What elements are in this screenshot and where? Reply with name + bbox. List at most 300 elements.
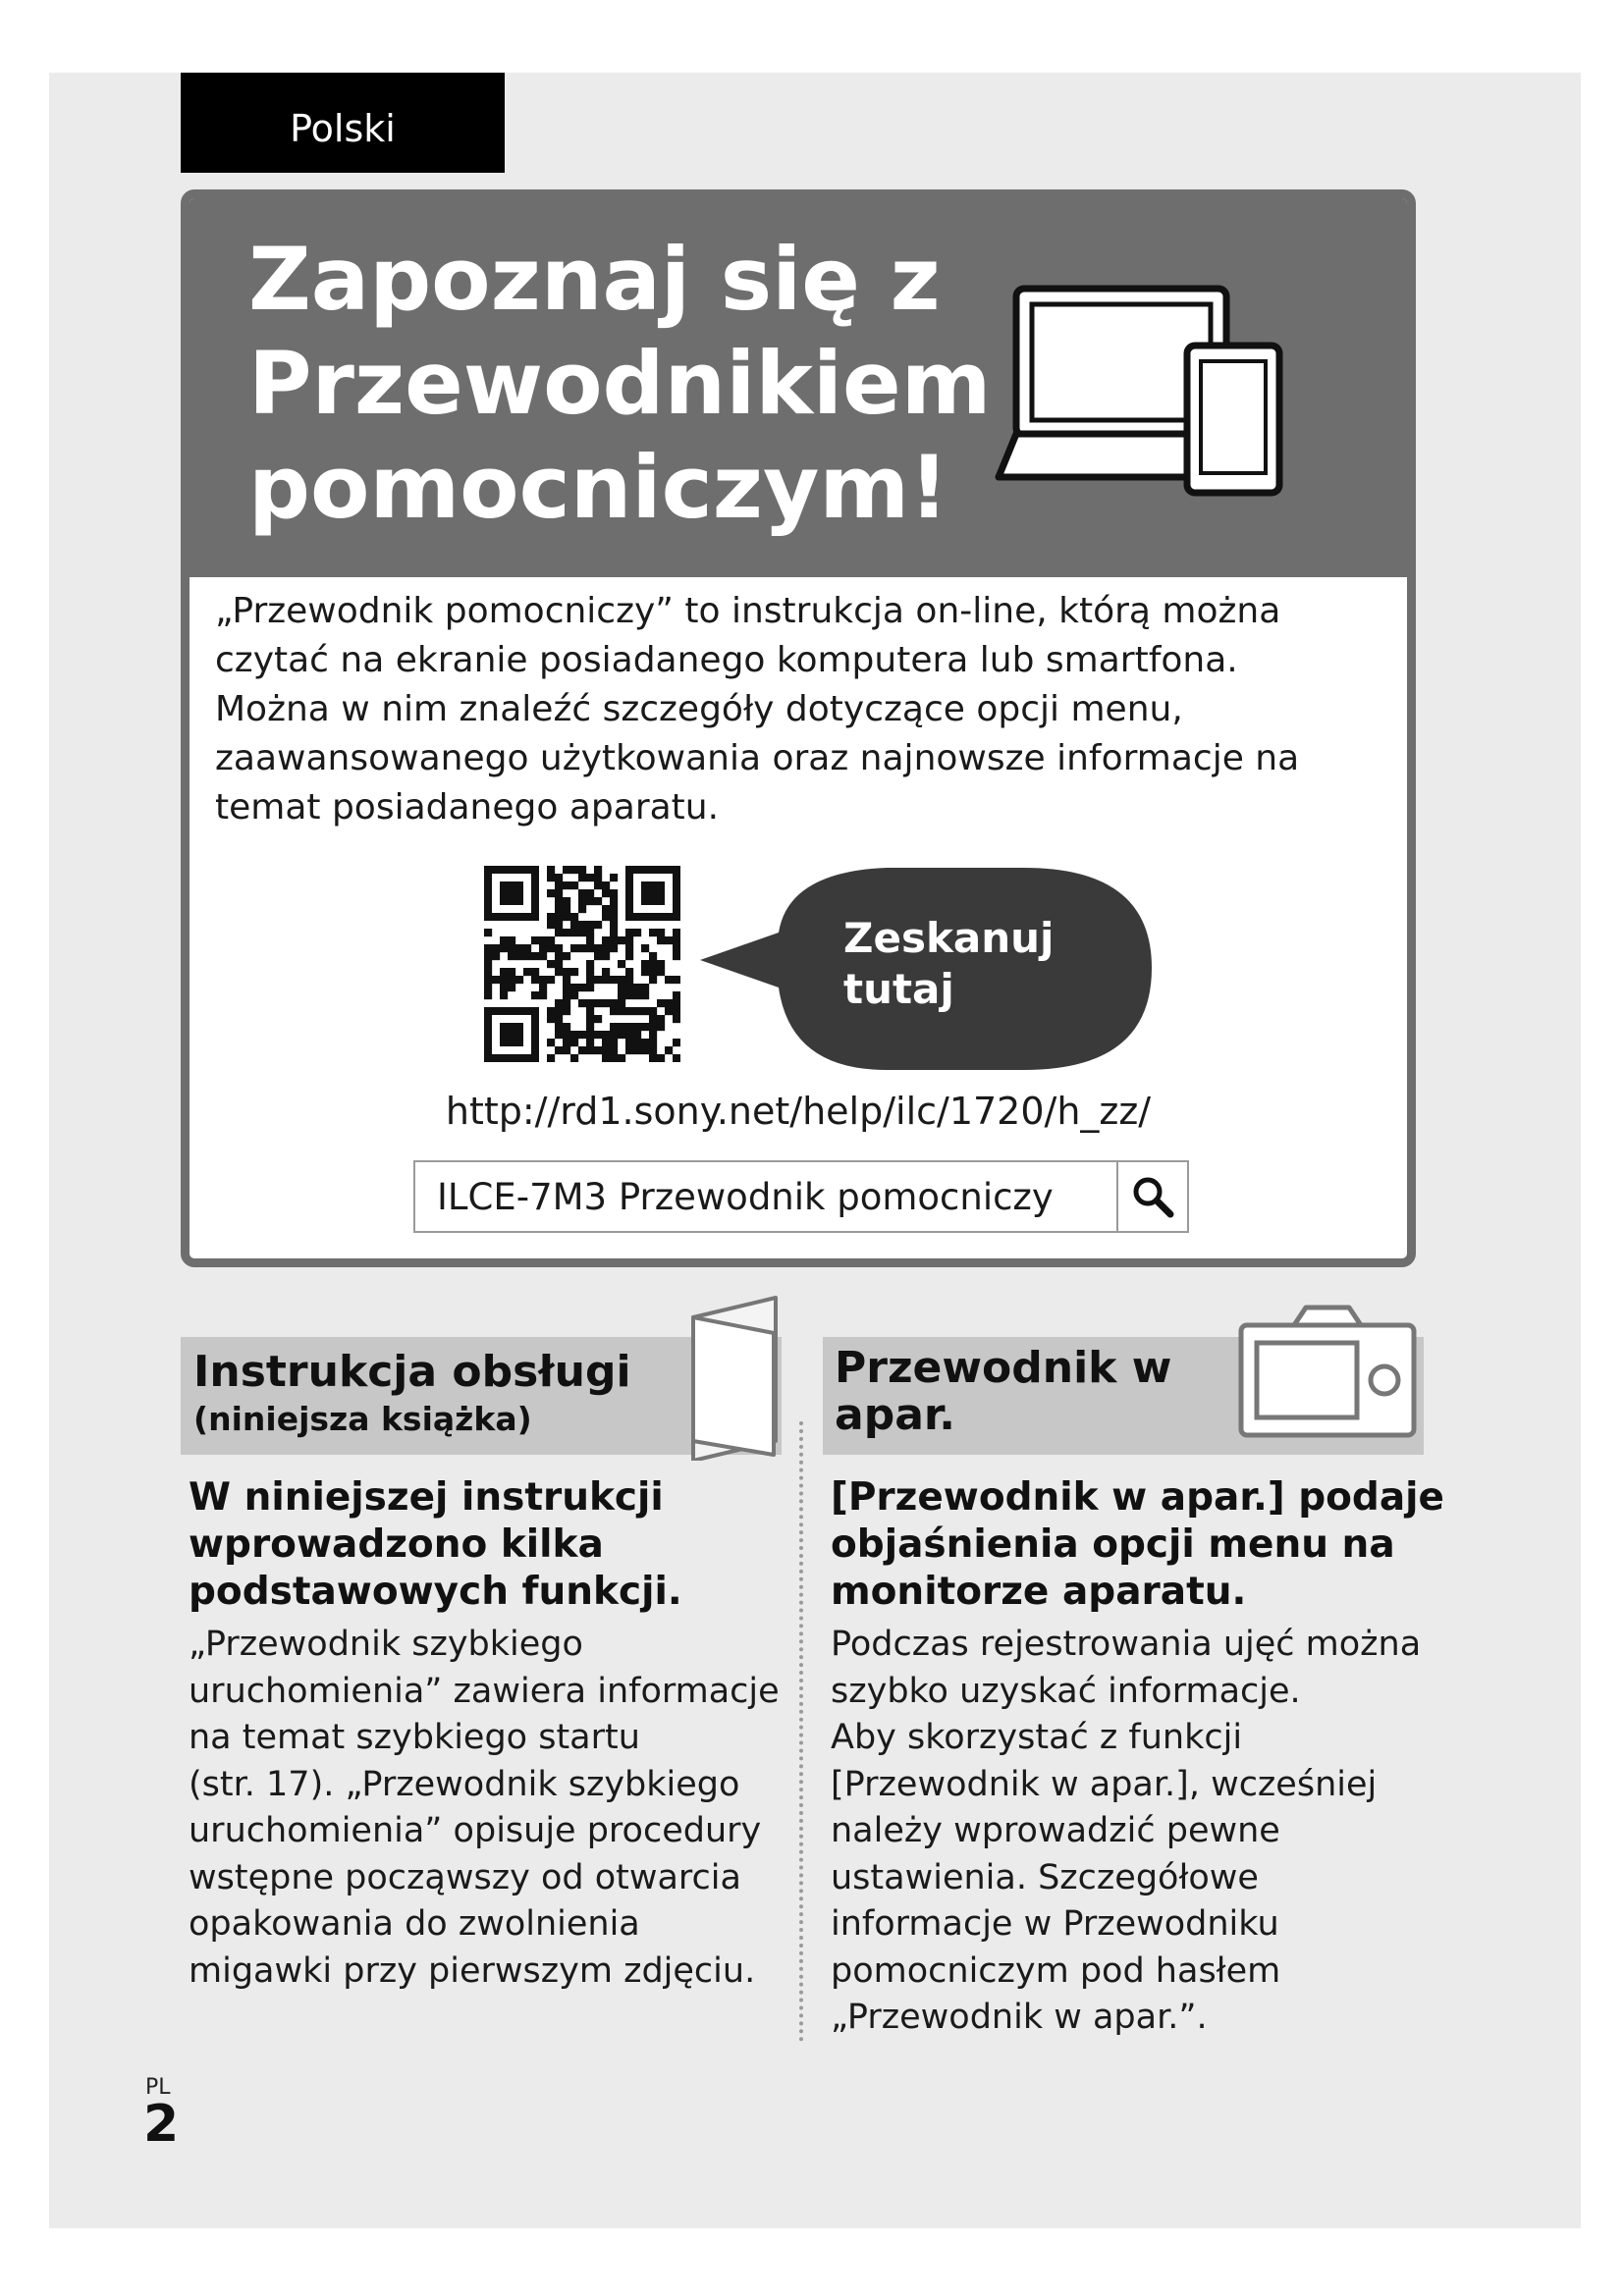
qr-module: [484, 929, 492, 936]
lead-line: wprowadzono kilka: [189, 1522, 604, 1567]
qr-module: [641, 1023, 649, 1031]
language-tab: Polski: [181, 73, 505, 173]
qr-module: [492, 952, 500, 960]
qr-module: [610, 913, 618, 921]
qr-module: [578, 921, 586, 929]
qr-module: [618, 936, 625, 944]
qr-module: [570, 1031, 578, 1039]
qr-module: [649, 1023, 657, 1031]
qr-module: [547, 1007, 555, 1015]
qr-module: [610, 1054, 618, 1062]
qr-module: [618, 1054, 625, 1062]
qr-module: [610, 1039, 618, 1046]
qr-module: [484, 968, 492, 976]
qr-module: [515, 952, 523, 960]
qr-module: [539, 944, 547, 952]
help-guide-title: [248, 228, 991, 540]
qr-module: [673, 1015, 680, 1023]
body-line: [Przewodnik w apar.], wcześniej: [831, 1764, 1378, 1804]
qr-module: [673, 976, 680, 984]
qr-module: [586, 874, 594, 881]
qr-module: [586, 921, 594, 929]
qr-module: [586, 929, 594, 936]
qr-finder-center: [500, 1023, 523, 1046]
qr-module: [649, 1015, 657, 1023]
qr-module: [657, 929, 665, 936]
page-number: 2: [143, 2095, 180, 2154]
qr-module: [625, 1007, 633, 1015]
body-line: uruchomienia” zawiera informacje: [189, 1671, 780, 1711]
qr-module: [602, 1031, 610, 1039]
qr-module: [563, 1039, 570, 1046]
qr-module: [625, 952, 633, 960]
qr-module: [578, 897, 586, 905]
in-camera-guide-lead: [831, 1474, 1444, 1616]
qr-module: [500, 944, 508, 952]
help-guide-header: [189, 198, 1407, 577]
qr-module: [555, 1015, 563, 1023]
lead-line: W niniejszej instrukcji: [189, 1475, 664, 1520]
qr-module: [625, 976, 633, 984]
qr-module: [555, 960, 563, 968]
qr-module: [610, 905, 618, 913]
qr-module: [633, 1046, 641, 1054]
qr-module: [602, 889, 610, 897]
qr-module: [547, 921, 555, 929]
qr-module: [578, 929, 586, 936]
laptop-smartphone-icon: [995, 285, 1289, 501]
qr-module: [508, 944, 515, 952]
qr-module: [618, 1031, 625, 1039]
qr-module: [657, 936, 665, 944]
qr-module: [555, 1007, 563, 1015]
scan-line: tutaj: [843, 965, 954, 1013]
qr-module: [633, 984, 641, 991]
qr-module: [610, 889, 618, 897]
qr-module: [649, 976, 657, 984]
lead-line: objaśnienia opcji menu na: [831, 1522, 1395, 1567]
in-camera-guide-body: [831, 1622, 1421, 2042]
qr-module: [578, 905, 586, 913]
intro-line: zaawansowanego użytkowania oraz najnowsze informacje na: [215, 738, 1300, 778]
page-language-code: PL: [145, 2075, 171, 2100]
title-line: Przewodnikiem: [248, 333, 992, 434]
qr-module: [649, 1031, 657, 1039]
qr-module: [649, 952, 657, 960]
title-line: apar.: [835, 1390, 956, 1440]
qr-module: [578, 874, 586, 881]
qr-module: [625, 984, 633, 991]
qr-module: [578, 999, 586, 1007]
qr-module: [594, 1046, 602, 1054]
qr-module: [673, 1039, 680, 1046]
search-box[interactable]: [413, 1160, 1189, 1233]
qr-module: [665, 976, 673, 984]
qr-module: [610, 874, 618, 881]
qr-module: [641, 984, 649, 991]
qr-module: [625, 1031, 633, 1039]
qr-module: [649, 1007, 657, 1015]
in-camera-guide-title: [835, 1345, 1171, 1439]
qr-module: [531, 968, 539, 976]
qr-module: [625, 929, 633, 936]
qr-module: [578, 1031, 586, 1039]
qr-module: [618, 991, 625, 999]
qr-module: [673, 991, 680, 999]
qr-module: [492, 976, 500, 984]
qr-module: [610, 944, 618, 952]
qr-module: [547, 960, 555, 968]
qr-module: [570, 968, 578, 976]
qr-module: [563, 913, 570, 921]
qr-module: [586, 984, 594, 991]
qr-module: [578, 866, 586, 874]
intro-line: Można w nim znaleźć szczegóły dotyczące opcji menu,: [215, 689, 1183, 729]
qr-module: [625, 968, 633, 976]
qr-module: [547, 944, 555, 952]
manual-section-subtitle: (niniejsza książka): [193, 1400, 532, 1438]
qr-module: [673, 1007, 680, 1015]
qr-module: [539, 984, 547, 991]
qr-module: [508, 976, 515, 984]
qr-module: [570, 1054, 578, 1062]
qr-module: [555, 929, 563, 936]
manual-lead: [189, 1474, 682, 1616]
body-line: migawki przy pierwszym zdjęciu.: [189, 1950, 756, 1991]
scan-line: Zeskanuj: [843, 914, 1055, 962]
body-line: na temat szybkiego startu: [189, 1718, 640, 1757]
qr-module: [641, 960, 649, 968]
qr-module: [555, 881, 563, 889]
qr-module: [531, 991, 539, 999]
qr-module: [602, 999, 610, 1007]
qr-module: [563, 866, 570, 874]
qr-module: [594, 952, 602, 960]
qr-module: [500, 991, 508, 999]
qr-module: [618, 984, 625, 991]
qr-module: [547, 976, 555, 984]
qr-module: [625, 944, 633, 952]
body-line: pomocniczym pod hasłem: [831, 1950, 1281, 1991]
qr-module: [673, 952, 680, 960]
qr-module: [555, 921, 563, 929]
qr-module: [484, 991, 492, 999]
qr-module: [586, 976, 594, 984]
qr-module: [508, 936, 515, 944]
qr-module: [570, 944, 578, 952]
qr-module: [563, 897, 570, 905]
qr-module: [649, 1046, 657, 1054]
qr-module: [586, 1039, 594, 1046]
intro-line: czytać na ekranie posiadanego komputera lub smartfona.: [215, 640, 1238, 680]
help-guide-url[interactable]: http://rd1.sony.net/help/ilc/1720/h_zz/: [445, 1090, 1152, 1133]
qr-module: [500, 976, 508, 984]
qr-module: [673, 944, 680, 952]
qr-module: [523, 944, 531, 952]
qr-module: [673, 1054, 680, 1062]
qr-module: [594, 1015, 602, 1023]
qr-module: [594, 866, 602, 874]
qr-module: [649, 968, 657, 976]
qr-module: [515, 944, 523, 952]
qr-module: [508, 984, 515, 991]
qr-module: [563, 1007, 570, 1015]
qr-module: [531, 976, 539, 984]
qr-module: [673, 936, 680, 944]
qr-module: [633, 1031, 641, 1039]
qr-module: [610, 976, 618, 984]
qr-module: [633, 929, 641, 936]
qr-module: [555, 1031, 563, 1039]
qr-module: [555, 874, 563, 881]
qr-module: [602, 905, 610, 913]
qr-module: [610, 936, 618, 944]
title-line: Przewodnik w: [835, 1343, 1172, 1393]
qr-module: [586, 968, 594, 976]
qr-module: [618, 1007, 625, 1015]
qr-module: [633, 1007, 641, 1015]
qr-module: [555, 1046, 563, 1054]
qr-module: [641, 944, 649, 952]
qr-module: [563, 1046, 570, 1054]
qr-module: [578, 944, 586, 952]
qr-module: [500, 984, 508, 991]
qr-module: [500, 968, 508, 976]
qr-module: [665, 936, 673, 944]
qr-module: [610, 999, 618, 1007]
qr-module: [515, 976, 523, 984]
lead-line: podstawowych funkcji.: [189, 1570, 682, 1614]
qr-module: [586, 960, 594, 968]
body-line: „Przewodnik szybkiego: [189, 1625, 583, 1664]
qr-module: [602, 976, 610, 984]
qr-module: [547, 936, 555, 944]
qr-module: [570, 913, 578, 921]
qr-module: [547, 1054, 555, 1062]
qr-module: [563, 991, 570, 999]
qr-module: [602, 952, 610, 960]
qr-module: [570, 866, 578, 874]
body-line: opakowania do zwolnienia: [189, 1904, 640, 1944]
qr-module: [673, 929, 680, 936]
qr-module: [602, 936, 610, 944]
qr-module: [673, 999, 680, 1007]
qr-module: [618, 976, 625, 984]
qr-module: [633, 1039, 641, 1046]
qr-module: [594, 1031, 602, 1039]
column-divider: [799, 1421, 803, 2042]
qr-module: [531, 952, 539, 960]
qr-module: [602, 913, 610, 921]
qr-module: [602, 944, 610, 952]
qr-module: [594, 944, 602, 952]
qr-module: [539, 936, 547, 944]
qr-module: [657, 1054, 665, 1062]
qr-module: [570, 921, 578, 929]
qr-module: [602, 1039, 610, 1046]
qr-module: [547, 913, 555, 921]
qr-module: [641, 1039, 649, 1046]
qr-module: [555, 905, 563, 913]
body-line: szybko uzyskać informacje.: [831, 1671, 1301, 1711]
qr-module: [618, 1023, 625, 1031]
qr-module: [555, 968, 563, 976]
qr-module: [531, 936, 539, 944]
body-line: wstępne począwszy od otwarcia: [189, 1857, 741, 1897]
qr-module: [578, 984, 586, 991]
qr-module: [610, 897, 618, 905]
body-line: uruchomienia” opisuje procedury: [189, 1811, 762, 1850]
qr-module: [547, 874, 555, 881]
qr-module: [570, 991, 578, 999]
qr-module: [618, 960, 625, 968]
qr-module: [570, 881, 578, 889]
title-line: pomocniczym!: [248, 437, 949, 538]
qr-module: [563, 1023, 570, 1031]
qr-module: [657, 960, 665, 968]
qr-module: [500, 936, 508, 944]
qr-module: [594, 881, 602, 889]
search-query: ILCE-7M3 Przewodnik pomocniczy: [437, 1175, 1054, 1218]
qr-module: [547, 1015, 555, 1023]
qr-module: [484, 944, 492, 952]
qr-module: [563, 968, 570, 976]
qr-module: [508, 952, 515, 960]
qr-module: [657, 999, 665, 1007]
qr-module: [492, 944, 500, 952]
qr-module: [602, 1054, 610, 1062]
qr-module: [586, 944, 594, 952]
qr-module: [610, 1046, 618, 1054]
qr-module: [649, 960, 657, 968]
intro-line: „Przewodnik pomocniczy” to instrukcja on-line, którą można: [215, 591, 1281, 631]
booklet-icon: [681, 1294, 789, 1461]
qr-module: [618, 999, 625, 1007]
qr-module: [563, 881, 570, 889]
qr-code[interactable]: [484, 866, 680, 1062]
qr-module: [570, 984, 578, 991]
qr-module: [594, 976, 602, 984]
qr-module: [555, 1023, 563, 1031]
help-guide-intro: [215, 587, 1374, 832]
lead-line: monitorze aparatu.: [831, 1570, 1247, 1614]
qr-module: [625, 1023, 633, 1031]
qr-module: [555, 897, 563, 905]
qr-module: [594, 897, 602, 905]
qr-module: [586, 889, 594, 897]
qr-module: [641, 991, 649, 999]
qr-module: [539, 976, 547, 984]
qr-module: [594, 999, 602, 1007]
qr-module: [625, 1046, 633, 1054]
body-line: Aby skorzystać z funkcji: [831, 1718, 1243, 1757]
qr-module: [484, 976, 492, 984]
qr-module: [563, 1031, 570, 1039]
help-guide-panel: [181, 189, 1416, 1267]
qr-module: [657, 1023, 665, 1031]
qr-module: [563, 976, 570, 984]
title-line: Zapoznaj się z: [248, 229, 941, 330]
qr-module: [484, 984, 492, 991]
qr-module: [602, 968, 610, 976]
manual-section-title: Instrukcja obsługi: [193, 1347, 631, 1397]
qr-module: [570, 929, 578, 936]
qr-module: [508, 968, 515, 976]
qr-module: [665, 1007, 673, 1015]
qr-module: [649, 1039, 657, 1046]
qr-module: [625, 936, 633, 944]
qr-module: [610, 1031, 618, 1039]
qr-module: [602, 1046, 610, 1054]
qr-module: [484, 960, 492, 968]
qr-module: [610, 1023, 618, 1031]
body-line: informacje w Przewodniku: [831, 1904, 1279, 1944]
qr-finder-center: [500, 881, 523, 905]
body-line: (str. 17). „Przewodnik szybkiego: [189, 1764, 740, 1804]
intro-line: temat posiadanego aparatu.: [215, 787, 720, 828]
qr-module: [657, 1015, 665, 1023]
camera-icon: [1235, 1304, 1422, 1441]
search-button[interactable]: [1116, 1162, 1187, 1231]
qr-module: [641, 1007, 649, 1015]
body-line: Podczas rejestrowania ujęć można: [831, 1625, 1422, 1664]
qr-module: [586, 897, 594, 905]
qr-module: [610, 921, 618, 929]
qr-module: [484, 952, 492, 960]
qr-module: [633, 1023, 641, 1031]
qr-module: [555, 913, 563, 921]
qr-module: [602, 881, 610, 889]
qr-module: [625, 1039, 633, 1046]
qr-module: [586, 1015, 594, 1023]
scan-here-label: [843, 913, 1059, 1015]
qr-module: [547, 866, 555, 874]
body-line: „Przewodnik w apar.”.: [831, 1998, 1208, 2037]
qr-module: [649, 929, 657, 936]
qr-module: [610, 929, 618, 936]
qr-module: [657, 968, 665, 976]
qr-module: [610, 1007, 618, 1015]
manual-body: [189, 1622, 780, 1995]
magnifier-icon: [1131, 1175, 1174, 1218]
body-line: należy wprowadzić pewne: [831, 1811, 1280, 1850]
qr-module: [586, 1007, 594, 1015]
qr-module: [547, 1039, 555, 1046]
qr-module: [563, 999, 570, 1007]
qr-module: [523, 952, 531, 960]
qr-module: [563, 929, 570, 936]
qr-module: [641, 1046, 649, 1054]
qr-module: [586, 1023, 594, 1031]
qr-module: [594, 921, 602, 929]
qr-module: [586, 999, 594, 1007]
qr-module: [665, 1046, 673, 1054]
qr-module: [563, 905, 570, 913]
qr-module: [555, 999, 563, 1007]
qr-module: [649, 1054, 657, 1062]
qr-module: [555, 889, 563, 897]
qr-module: [665, 999, 673, 1007]
qr-finder-center: [641, 881, 665, 905]
qr-module: [578, 889, 586, 897]
qr-module: [555, 944, 563, 952]
qr-module: [539, 991, 547, 999]
qr-module: [555, 952, 563, 960]
lead-line: [Przewodnik w apar.] podaje: [831, 1475, 1444, 1520]
qr-module: [547, 889, 555, 897]
qr-module: [633, 991, 641, 999]
qr-module: [570, 1039, 578, 1046]
